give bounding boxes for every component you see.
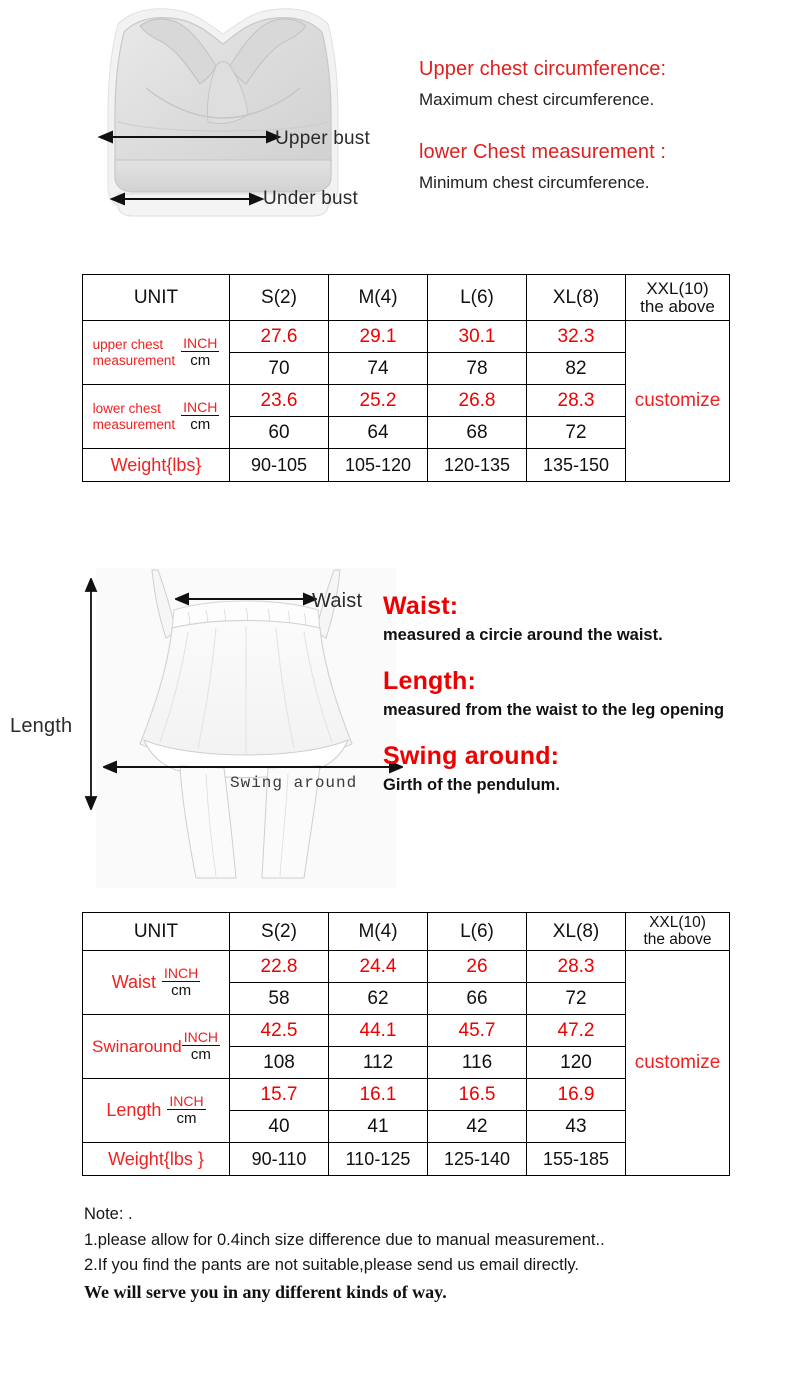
table-header-row [83, 913, 730, 951]
header-xxl-line2: the above [640, 296, 715, 316]
cell-value: 155-185 [527, 1143, 626, 1176]
header-size-m: M(4) [329, 275, 428, 321]
table-row [83, 321, 730, 353]
cell-value: 16.5 [428, 1079, 527, 1111]
label-waist: Waist [312, 590, 363, 612]
rowlabel-length [83, 1079, 230, 1143]
cell-value: 90-110 [230, 1143, 329, 1176]
customize-cell: customize [626, 321, 730, 482]
cell-value: 24.4 [329, 951, 428, 983]
cell-value: 58 [230, 983, 329, 1015]
header-size-xl: XL(8) [527, 275, 626, 321]
header-size-m: M(4) [329, 913, 428, 951]
cell-value: 32.3 [527, 321, 626, 353]
cell-value: 42.5 [230, 1015, 329, 1047]
label-swing-around: Swing around [230, 774, 358, 792]
pants-desc-spacer [383, 645, 803, 667]
unit-stack [167, 1094, 205, 1127]
swing-around-arrow [103, 760, 403, 774]
upper-chest-body: Maximum chest circumference. [419, 90, 655, 109]
cell-value: 72 [527, 417, 626, 449]
unit-stack [162, 966, 200, 999]
unit-inch-label: INCH [183, 334, 218, 351]
desc-spacer [419, 110, 799, 141]
cell-value: 112 [329, 1047, 428, 1079]
cell-value: 74 [329, 353, 428, 385]
header-size-l: L(6) [428, 913, 527, 951]
cell-value: 30.1 [428, 321, 527, 353]
unit-cm-label: cm [190, 352, 211, 370]
rowlabel-length-text: Length [106, 1100, 162, 1121]
length-body: measured from the waist to the leg opening [383, 701, 725, 719]
length-heading: Length: [383, 667, 477, 695]
header-size-xxl [626, 913, 730, 951]
rowlabel-lower-chest-text: lower chest measurement [92, 400, 176, 432]
cell-value: 41 [329, 1111, 428, 1143]
cell-value: 120-135 [428, 449, 527, 482]
rowlabel-waist [83, 951, 230, 1015]
cell-value: 26.8 [428, 385, 527, 417]
cell-value: 82 [527, 353, 626, 385]
cell-value: 72 [527, 983, 626, 1015]
cell-value: 44.1 [329, 1015, 428, 1047]
length-arrow [82, 578, 100, 810]
unit-cm-label: cm [176, 1110, 197, 1128]
unit-cm-label: cm [171, 982, 192, 1000]
cell-value: 43 [527, 1111, 626, 1143]
cell-value: 125-140 [428, 1143, 527, 1176]
cell-value: 135-150 [527, 449, 626, 482]
unit-inch-label: INCH [183, 398, 218, 415]
cell-value: 64 [329, 417, 428, 449]
bottom-size-table [82, 912, 730, 1176]
header-xxl-line1: XXL(10) [646, 278, 709, 298]
cell-value: 70 [230, 353, 329, 385]
unit-cm-label: cm [190, 1046, 211, 1064]
pants-description-block [383, 592, 803, 795]
cell-value: 28.3 [527, 385, 626, 417]
rowlabel-swinaround-text: Swinaround [91, 1036, 182, 1056]
header-unit: UNIT [83, 913, 230, 951]
table-header-row [83, 275, 730, 321]
note-line-3: We will serve you in any different kinds of way. [84, 1281, 447, 1302]
cell-value: 45.7 [428, 1015, 527, 1047]
unit-cm-label: cm [190, 416, 211, 434]
note-title: Note: . [84, 1205, 133, 1223]
note-line-2: 2.If you find the pants are not suitable,please send us email directly. [84, 1256, 579, 1275]
header-size-xl: XL(8) [527, 913, 626, 951]
cell-value: 25.2 [329, 385, 428, 417]
lower-chest-heading: lower Chest measurement : [419, 141, 667, 163]
customize-cell: customize [626, 951, 730, 1176]
header-size-l: L(6) [428, 275, 527, 321]
label-length: Length [10, 715, 73, 737]
cell-value: 105-120 [329, 449, 428, 482]
label-upper-bust: Upper bust [275, 128, 370, 149]
cell-value: 42 [428, 1111, 527, 1143]
unit-inch-label: INCH [169, 1092, 204, 1109]
cell-value: 78 [428, 353, 527, 385]
chest-description-block [419, 58, 799, 193]
cell-value: 15.7 [230, 1079, 329, 1111]
cell-value: 116 [428, 1047, 527, 1079]
cell-value: 90-105 [230, 449, 329, 482]
rowlabel-waist-text: Waist [111, 972, 157, 993]
lower-chest-body: Minimum chest circumference. [419, 173, 650, 192]
rowlabel-swinaround [83, 1015, 230, 1079]
unit-stack [181, 336, 219, 369]
cell-value: 16.9 [527, 1079, 626, 1111]
cell-value: 27.6 [230, 321, 329, 353]
cell-value: 23.6 [230, 385, 329, 417]
waist-body: measured a circie around the waist. [383, 626, 663, 644]
header-size-xxl [626, 275, 730, 321]
cell-value: 16.1 [329, 1079, 428, 1111]
cell-value: 22.8 [230, 951, 329, 983]
rowlabel-weight: Weight{lbs } [83, 1143, 230, 1176]
header-xxl-line1: XXL(10) [649, 914, 706, 932]
cell-value: 28.3 [527, 951, 626, 983]
swing-around-heading: Swing around: [383, 742, 560, 770]
cell-value: 108 [230, 1047, 329, 1079]
rowlabel-weight: Weight{lbs} [83, 449, 230, 482]
header-size-s: S(2) [230, 275, 329, 321]
cell-value: 40 [230, 1111, 329, 1143]
unit-inch-label: INCH [164, 964, 199, 981]
swing-around-body: Girth of the pendulum. [383, 776, 560, 794]
unit-inch-label: INCH [183, 1028, 218, 1045]
cell-value: 110-125 [329, 1143, 428, 1176]
table-row [83, 951, 730, 983]
unit-stack [182, 1030, 220, 1063]
waist-heading: Waist: [383, 592, 459, 620]
pants-desc-spacer [383, 720, 803, 742]
cell-value: 68 [428, 417, 527, 449]
rowlabel-upper-chest [83, 321, 230, 385]
cell-value: 47.2 [527, 1015, 626, 1047]
header-size-s: S(2) [230, 913, 329, 951]
header-unit: UNIT [83, 275, 230, 321]
header-xxl-line2: the above [643, 930, 712, 948]
cell-value: 62 [329, 983, 428, 1015]
skirt-graphic [96, 568, 396, 888]
cell-value: 66 [428, 983, 527, 1015]
chest-size-table [82, 274, 730, 482]
rowlabel-upper-chest-text: upper chest measurement [92, 336, 176, 368]
note-block [84, 1202, 784, 1307]
rowlabel-lower-chest [83, 385, 230, 449]
cell-value: 120 [527, 1047, 626, 1079]
upper-chest-heading: Upper chest circumference: [419, 58, 667, 80]
cell-value: 60 [230, 417, 329, 449]
label-under-bust: Under bust [263, 188, 358, 209]
note-line-1: 1.please allow for 0.4inch size difference due to manual measurement.. [84, 1230, 605, 1249]
skirt-illustration [96, 568, 396, 888]
unit-stack [181, 400, 219, 433]
cell-value: 26 [428, 951, 527, 983]
cell-value: 29.1 [329, 321, 428, 353]
waist-arrow [175, 592, 317, 606]
